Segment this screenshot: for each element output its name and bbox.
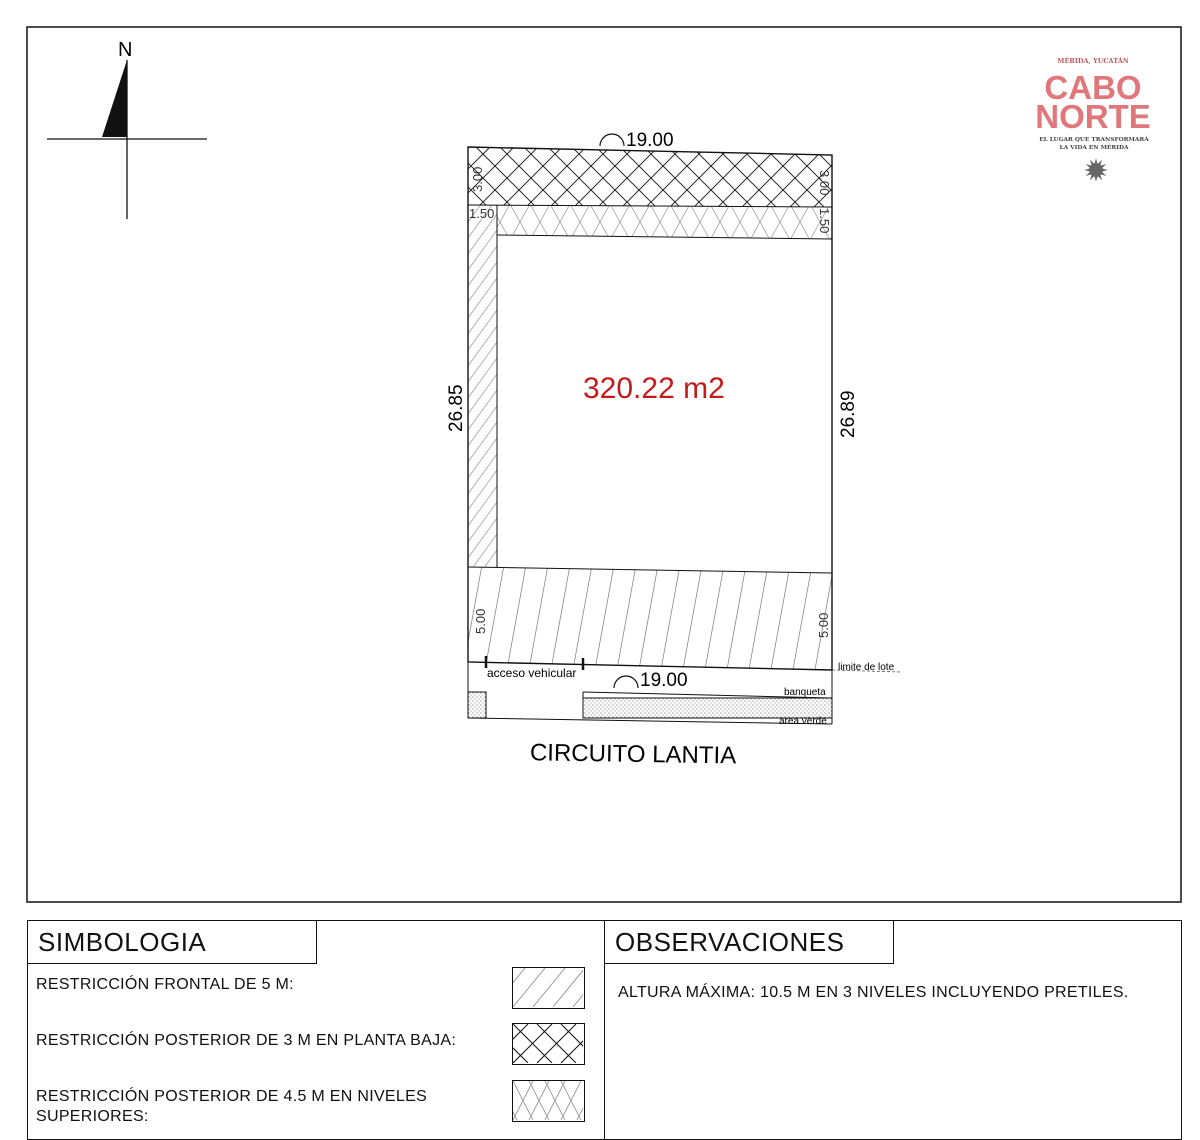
- green-area-right: [583, 698, 832, 718]
- front-hatch-line: [770, 565, 790, 675]
- legend-item-rear-ground: RESTRICCIÓN POSTERIOR DE 3 M EN PLANTA BAJA:: [36, 1032, 457, 1049]
- cabo-norte-logo: [1035, 56, 1151, 182]
- bottom-width-label: 19.00: [640, 670, 688, 691]
- side-hatch-line: [468, 454, 497, 494]
- street-name-label: CIRCUITO LANTIA: [529, 739, 737, 770]
- legend-title: SIMBOLOGIA: [27, 920, 317, 964]
- side-hatch-line: [468, 230, 497, 270]
- front-hatch-line: [660, 565, 680, 675]
- upper-hatch-line: [870, 204, 890, 240]
- side-hatch-line: [468, 438, 497, 478]
- rear-hatch-line: [404, 147, 466, 209]
- side-hatch-line: [468, 310, 497, 350]
- upper-hatch-line: [830, 204, 850, 240]
- side-hatch-line: [468, 374, 497, 414]
- legend-item-front: RESTRICCIÓN FRONTAL DE 5 M:: [36, 976, 294, 993]
- observations-title: OBSERVACIONES: [604, 920, 894, 964]
- top-width-label: 19.00: [626, 130, 674, 151]
- side-hatch-line: [468, 326, 497, 366]
- left-depth-label: 26.85: [446, 384, 467, 432]
- rear-setback-left-label: 3.00: [470, 166, 485, 192]
- upper-hatch-line: [450, 204, 470, 240]
- green-area-label: area verde: [779, 716, 827, 727]
- side-hatch-line: [468, 566, 497, 606]
- front-hatch-line: [528, 565, 548, 675]
- logo-top-text: MÉRIDA, YUCATÁN: [1057, 57, 1129, 65]
- logo-tagline1: EL LUGAR QUE TRANSFORMARÁ: [1039, 137, 1149, 143]
- side-hatch-line: [468, 342, 497, 382]
- upper-setback-left-label: 1.50: [469, 206, 495, 221]
- side-hatch-line: [468, 358, 497, 398]
- rear-setback-right-label: 3.00: [817, 170, 832, 196]
- upper-setback-line: [497, 235, 832, 239]
- sun-ray: [1084, 169, 1089, 172]
- right-depth-label: 26.89: [838, 390, 859, 438]
- lot-limit-label: limite de lote: [838, 662, 895, 673]
- logo-line2: NORTE: [1035, 98, 1151, 135]
- sun-ray: [1103, 169, 1108, 172]
- upper-hatch-line: [830, 204, 850, 240]
- side-hatch-line: [468, 518, 497, 558]
- logo-tagline2: LA VIDA EN MÉRIDA: [1059, 145, 1129, 151]
- legend-swatch-crosshatch: [512, 1023, 585, 1065]
- front-hatch-line: [616, 565, 636, 675]
- rear-setback-line: [468, 205, 832, 207]
- sun-ray: [1095, 158, 1098, 163]
- side-hatch-line: [468, 550, 497, 590]
- front-hatch-line: [440, 565, 460, 675]
- logo-sun-icon: [1084, 158, 1108, 182]
- side-hatch-line: [468, 262, 497, 302]
- green-area-left: [468, 692, 486, 718]
- swatch-crosshatch-pattern: [513, 1024, 583, 1063]
- lot-outline: [468, 147, 832, 670]
- upper-setback-right-label: 1.50: [817, 208, 832, 234]
- lot-area-label: 320.22 m2: [583, 372, 725, 405]
- side-hatch-line: [468, 470, 497, 510]
- side-setback-hatch: [468, 150, 497, 654]
- side-hatch-line: [468, 246, 497, 286]
- front-hatch-line: [594, 565, 614, 675]
- rear-hatch-line: [860, 147, 922, 209]
- rear-hatch-line: [380, 147, 442, 209]
- front-hatch-line: [880, 565, 900, 675]
- side-hatch-line: [468, 422, 497, 462]
- rear-hatch-line: [836, 147, 898, 209]
- legend-item-rear-upper: RESTRICCIÓN POSTERIOR DE 4.5 M EN NIVELES SUPERIORES:: [36, 1088, 428, 1125]
- side-hatch-line: [468, 486, 497, 526]
- front-hatch-line: [682, 565, 702, 675]
- side-hatch-line: [468, 390, 497, 430]
- rear-hatch-line: [884, 147, 946, 209]
- front-hatch-line: [792, 565, 812, 675]
- front-hatch-line: [748, 565, 768, 675]
- north-label: N: [118, 39, 133, 61]
- rear-setback-hatch: [380, 147, 946, 209]
- upper-hatch-line: [890, 204, 910, 240]
- front-hatch-line: [638, 565, 658, 675]
- side-hatch-line: [468, 278, 497, 318]
- legend-swatch-diagonal: [512, 967, 585, 1009]
- front-setback-hatch: [440, 565, 900, 675]
- side-hatch-line: [468, 294, 497, 334]
- rear-hatch-line: [860, 147, 922, 209]
- front-setback-right-label: 5.00: [816, 612, 831, 638]
- upper-hatch-line: [850, 204, 870, 240]
- front-setback-line: [468, 567, 832, 573]
- front-hatch-line: [836, 565, 856, 675]
- upper-hatch-line: [850, 204, 870, 240]
- upper-hatch-line: [430, 204, 450, 240]
- vehicle-access-label: acceso vehicular: [487, 666, 577, 680]
- logo-line1: CABO: [1044, 69, 1142, 106]
- front-setback-left-label: 5.00: [473, 608, 488, 634]
- upper-hatch-line: [450, 204, 470, 240]
- front-hatch-line: [858, 565, 878, 675]
- rear-hatch-line: [404, 147, 466, 209]
- side-hatch-line: [468, 406, 497, 446]
- sun-ray: [1095, 177, 1098, 182]
- side-hatch-line: [468, 534, 497, 574]
- swatch-diagonal-pattern: [513, 968, 583, 1007]
- side-hatch-line: [468, 502, 497, 542]
- front-hatch-line: [704, 565, 724, 675]
- north-arrow: [47, 39, 207, 219]
- upper-hatch-line: [890, 204, 910, 240]
- upper-hatch-line: [430, 204, 450, 240]
- rear-hatch-line: [884, 147, 946, 209]
- rear-hatch-line: [380, 147, 442, 209]
- front-hatch-line: [726, 565, 746, 675]
- legend-swatch-fine-crosshatch: [512, 1080, 585, 1122]
- front-hatch-line: [506, 565, 526, 675]
- swatch-fine-crosshatch-pattern: [513, 1081, 583, 1120]
- observations-text: ALTURA MÁXIMA: 10.5 M EN 3 NIVELES INCLUYENDO PRETILES.: [618, 984, 1129, 1001]
- drawing-frame: [27, 27, 1181, 902]
- front-hatch-line: [550, 565, 570, 675]
- sidewalk-label: banqueta: [784, 687, 826, 698]
- upper-hatch-line: [870, 204, 890, 240]
- rear-hatch-line: [836, 147, 898, 209]
